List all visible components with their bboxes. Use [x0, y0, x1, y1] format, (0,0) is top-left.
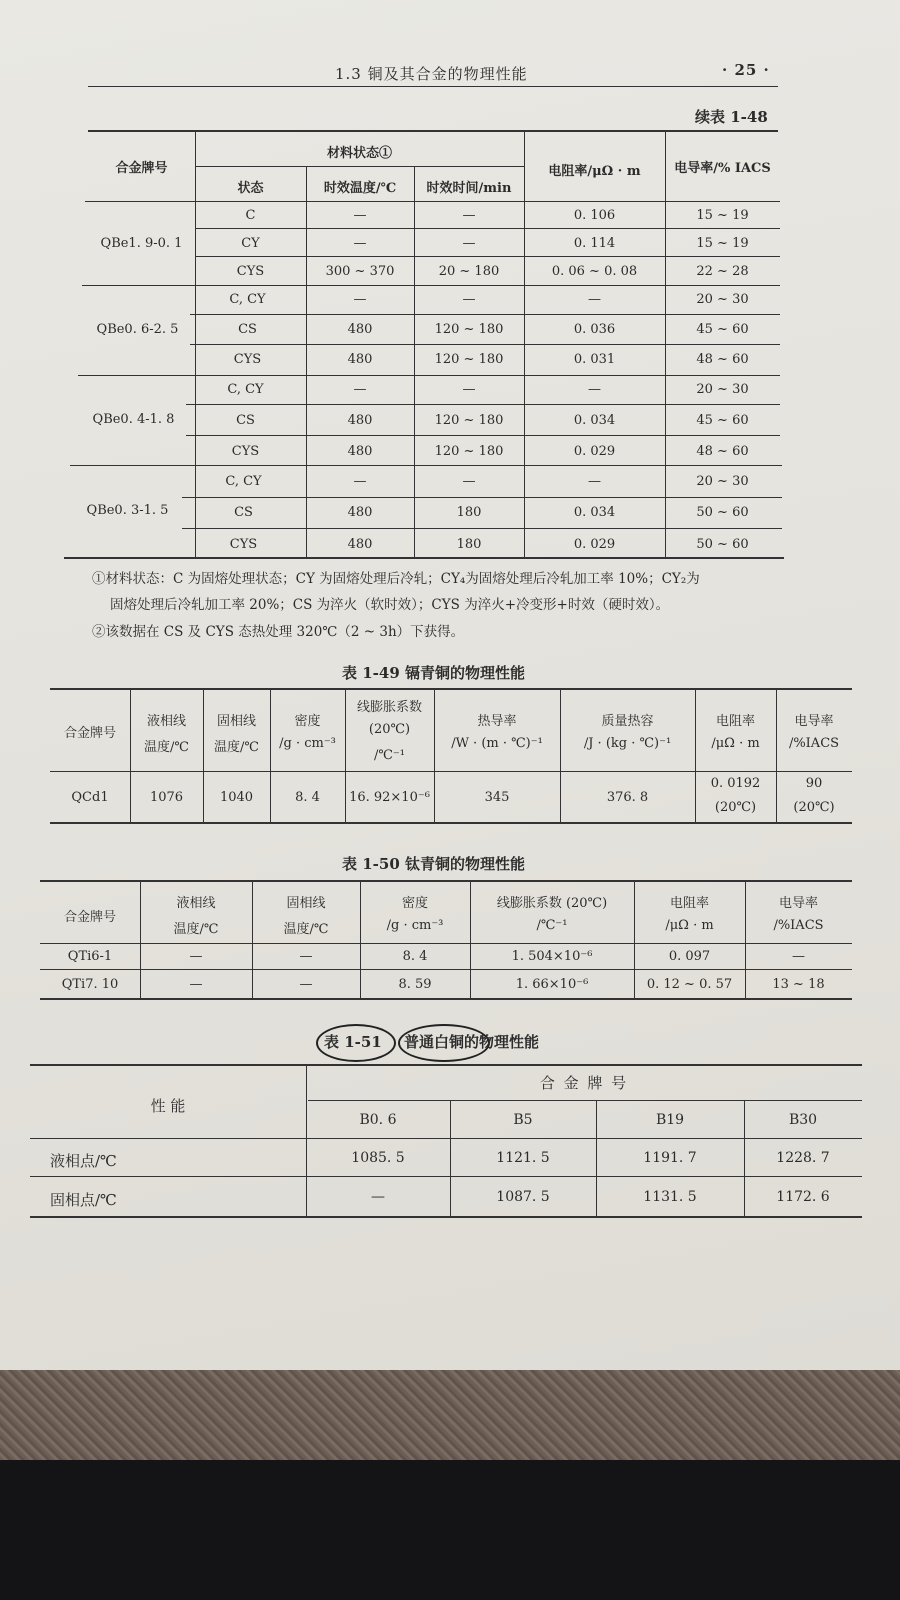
cell-heat-capacity: 376. 8 — [606, 790, 649, 805]
cell-temp: 300 ~ 370 — [325, 264, 395, 279]
dark-background — [0, 1460, 900, 1600]
header-expansion: 线膨胀系数 (20℃) — [496, 896, 608, 911]
cell-resistivity: 0. 0192 — [710, 776, 761, 791]
cell-expansion: 1. 504×10⁻⁶ — [511, 949, 593, 964]
cell-resistivity: 0. 036 — [573, 322, 616, 337]
cell-resistivity: 0. 029 — [573, 537, 616, 552]
cell-resistivity: — — [588, 382, 601, 397]
cell-state: CS — [238, 322, 257, 337]
cell-temp: 480 — [347, 413, 373, 428]
cell-resistivity: 0. 114 — [573, 236, 616, 251]
cell-conductivity: 20 ~ 30 — [696, 382, 749, 397]
header-alloy: 合金牌号 — [63, 726, 116, 741]
cell-temp: 480 — [347, 322, 373, 337]
cell-state: CYS — [229, 537, 258, 552]
header-liquidus-unit: 温度/℃ — [144, 740, 189, 755]
cell-state: CY — [241, 236, 260, 251]
cell-time: — — [462, 236, 476, 251]
alloy-label: QBe0. 3-1. 5 — [86, 503, 169, 518]
cell-time: 120 ~ 180 — [434, 413, 504, 428]
cell-time: 180 — [456, 505, 482, 520]
cell-resistivity: 0. 031 — [573, 352, 616, 367]
header-alloy-group: 合 金 牌 号 — [539, 1074, 629, 1092]
cell-conductivity-cond: (20℃) — [793, 800, 835, 815]
header-liquidus: 液相线 — [176, 896, 216, 911]
cell-temp: 480 — [347, 537, 373, 552]
cell-solidus: 1040 — [219, 790, 254, 805]
header-density: 密度 — [401, 896, 428, 911]
header-resistivity: 电阻率 — [715, 714, 755, 729]
row-label-solidus: 固相点/℃ — [50, 1191, 117, 1209]
cell-time: 120 ~ 180 — [434, 352, 504, 367]
header-conductivity: 电导率 — [778, 896, 818, 911]
cell-temp: — — [353, 474, 367, 489]
header-resistivity: 电阻率 — [669, 896, 709, 911]
cell-resistivity: 0. 06 ~ 0. 08 — [551, 264, 638, 279]
header-thermal-cond: 热导率 — [477, 714, 517, 729]
header-resistivity-unit: /μΩ · m — [711, 736, 760, 751]
alloy-label: QBe0. 4-1. 8 — [92, 412, 175, 427]
cell-time: 120 ~ 180 — [434, 322, 504, 337]
cell-resistivity: — — [588, 474, 601, 489]
header-solidus: 固相线 — [216, 714, 256, 729]
cell-solidus: — — [299, 949, 313, 964]
cell-value: 1131. 5 — [643, 1189, 697, 1205]
header-alloy: 合金牌号 — [115, 161, 168, 176]
cell-state: CYS — [231, 444, 260, 459]
header-expansion: 线膨胀系数 — [356, 700, 422, 715]
cell-state: CS — [236, 413, 255, 428]
table-49-caption: 表 1-49 镉青铜的物理性能 — [342, 664, 525, 682]
cell-resistivity: 0. 034 — [573, 413, 616, 428]
row-label-liquidus: 液相点/℃ — [50, 1152, 117, 1170]
header-aging-temp: 时效温度/℃ — [323, 181, 397, 196]
cell-value: — — [371, 1189, 385, 1205]
header-heat-capacity-unit: /J · (kg · ℃)⁻¹ — [583, 736, 672, 751]
cell-conductivity: 22 ~ 28 — [696, 264, 749, 279]
cell-state: C, CY — [225, 474, 262, 489]
cell-thermal-cond: 345 — [484, 790, 510, 805]
header-conductivity-unit: /%IACS — [788, 736, 840, 751]
header-liquidus-unit: 温度/℃ — [173, 922, 219, 937]
cell-state: CYS — [233, 352, 262, 367]
header-alloy-b5: B5 — [513, 1112, 533, 1128]
header-thermal-cond-unit: /W · (m · ℃)⁻¹ — [451, 736, 543, 751]
cell-time: — — [462, 208, 476, 223]
cell-liquidus: — — [189, 977, 203, 992]
cell-state: CS — [234, 505, 253, 520]
footnote-1: ①材料状态：C 为固熔处理状态；CY 为固熔处理后冷轧；CY₄为固熔处理后冷轧加工率 10%；CY₂为 — [92, 571, 700, 587]
cell-temp: — — [353, 292, 367, 307]
header-heat-capacity: 质量热容 — [601, 714, 654, 729]
table-48-caption: 续表 1-48 — [695, 108, 768, 126]
footnote-2: ②该数据在 CS 及 CYS 态热处理 320℃（2 ~ 3h）下获得。 — [92, 624, 465, 640]
cell-conductivity: 50 ~ 60 — [696, 537, 749, 552]
cell-liquidus: — — [189, 949, 203, 964]
cell-temp: — — [353, 208, 367, 223]
cell-temp: — — [353, 382, 367, 397]
alloy-label: QBe0. 6-2. 5 — [96, 322, 179, 337]
cell-solidus: — — [299, 977, 313, 992]
page-number: · 25 · — [722, 61, 770, 79]
header-conductivity: 电导率/% IACS — [674, 161, 771, 176]
cell-value: 1172. 6 — [776, 1189, 830, 1205]
cell-resistivity: 0. 12 ~ 0. 57 — [646, 977, 733, 992]
cell-value: 1191. 7 — [643, 1150, 697, 1166]
cell-conductivity: 50 ~ 60 — [696, 505, 749, 520]
alloy-label: QBe1. 9-0. 1 — [100, 236, 183, 251]
cell-value: 1121. 5 — [496, 1150, 550, 1166]
cell-time: — — [462, 382, 476, 397]
cell-conductivity: 45 ~ 60 — [696, 413, 749, 428]
cell-resistivity: 0. 097 — [668, 949, 711, 964]
header-density-unit: /g · cm⁻³ — [279, 736, 336, 751]
header-solidus-unit: 温度/℃ — [214, 740, 259, 755]
cell-state: C, CY — [227, 382, 264, 397]
cell-temp: — — [353, 236, 367, 251]
cell-temp: 480 — [347, 505, 373, 520]
table-51-caption-number: 表 1-51 — [324, 1033, 382, 1051]
header-property: 性 能 — [150, 1097, 186, 1115]
cell-resistivity: — — [588, 292, 601, 307]
footnote-1-cont: 固熔处理后冷轧加工率 20%；CS 为淬火（软时效）；CYS 为淬火+冷变形+时效（硬时效）。 — [110, 597, 670, 613]
table-surface — [0, 1370, 900, 1460]
header-alloy: 合金牌号 — [63, 910, 116, 925]
cell-resistivity: 0. 034 — [573, 505, 616, 520]
header-alloy-b0-6: B0. 6 — [359, 1112, 397, 1128]
cell-state: C, CY — [229, 292, 266, 307]
header-conductivity: 电导率 — [794, 714, 834, 729]
cell-value: 1087. 5 — [496, 1189, 550, 1205]
cell-expansion: 16. 92×10⁻⁶ — [349, 790, 430, 805]
cell-conductivity: 48 ~ 60 — [696, 352, 749, 367]
header-density-unit: /g · cm⁻³ — [386, 918, 444, 933]
cell-value: 1228. 7 — [776, 1150, 830, 1166]
header-liquidus: 液相线 — [146, 714, 186, 729]
header-alloy-b19: B19 — [655, 1112, 685, 1128]
header-aging-time: 时效时间/min — [426, 181, 512, 196]
cell-temp: 480 — [347, 352, 373, 367]
cell-conductivity: 15 ~ 19 — [696, 236, 749, 251]
cell-conductivity: 48 ~ 60 — [696, 444, 749, 459]
header-expansion-unit: /℃⁻¹ — [536, 918, 568, 933]
header-material-state: 材料状态① — [326, 146, 392, 161]
cell-conductivity: 20 ~ 30 — [696, 292, 749, 307]
running-header-section: 1.3 铜及其合金的物理性能 — [335, 65, 528, 83]
cell-temp: 480 — [347, 444, 373, 459]
cell-conductivity: 90 — [805, 776, 823, 791]
cell-density: 8. 4 — [402, 949, 428, 964]
cell-time: — — [462, 474, 476, 489]
cell-density: 8. 59 — [398, 977, 432, 992]
cell-expansion: 1. 66×10⁻⁶ — [515, 977, 589, 992]
cell-resistivity: 0. 029 — [573, 444, 616, 459]
cell-alloy: QCd1 — [71, 790, 109, 805]
header-resistivity-unit: /μΩ · m — [665, 918, 714, 933]
cell-time: 180 — [456, 537, 482, 552]
header-solidus-unit: 温度/℃ — [283, 922, 329, 937]
cell-liquidus: 1076 — [149, 790, 184, 805]
header-state: 状态 — [237, 181, 264, 196]
cell-alloy: QTi6-1 — [67, 949, 113, 964]
cell-time: 120 ~ 180 — [434, 444, 504, 459]
cell-conductivity: 20 ~ 30 — [696, 474, 749, 489]
cell-conductivity: 15 ~ 19 — [696, 208, 749, 223]
cell-state: C — [245, 208, 256, 223]
cell-conductivity: 45 ~ 60 — [696, 322, 749, 337]
header-conductivity-unit: /%IACS — [773, 918, 824, 933]
header-density: 密度 — [294, 714, 321, 729]
cell-value: 1085. 5 — [351, 1150, 405, 1166]
cell-resistivity: 0. 106 — [573, 208, 616, 223]
table-51-caption-title: 普通白铜的物理性能 — [404, 1033, 540, 1051]
cell-state: CYS — [236, 264, 265, 279]
cell-resistivity-cond: (20℃) — [714, 800, 757, 815]
cell-conductivity: 13 ~ 18 — [772, 977, 825, 992]
cell-time: 20 ~ 180 — [438, 264, 500, 279]
header-expansion-unit: /℃⁻¹ — [374, 748, 405, 763]
cell-conductivity: — — [792, 949, 805, 964]
header-solidus: 固相线 — [286, 896, 326, 911]
table-50-caption: 表 1-50 钛青铜的物理性能 — [342, 855, 525, 873]
header-alloy-b30: B30 — [788, 1112, 818, 1128]
cell-alloy: QTi7. 10 — [61, 977, 119, 992]
header-expansion-temp: (20℃) — [368, 722, 411, 737]
header-resistivity: 电阻率/μΩ · m — [548, 164, 641, 179]
cell-time: — — [462, 292, 476, 307]
cell-density: 8. 4 — [295, 790, 320, 805]
